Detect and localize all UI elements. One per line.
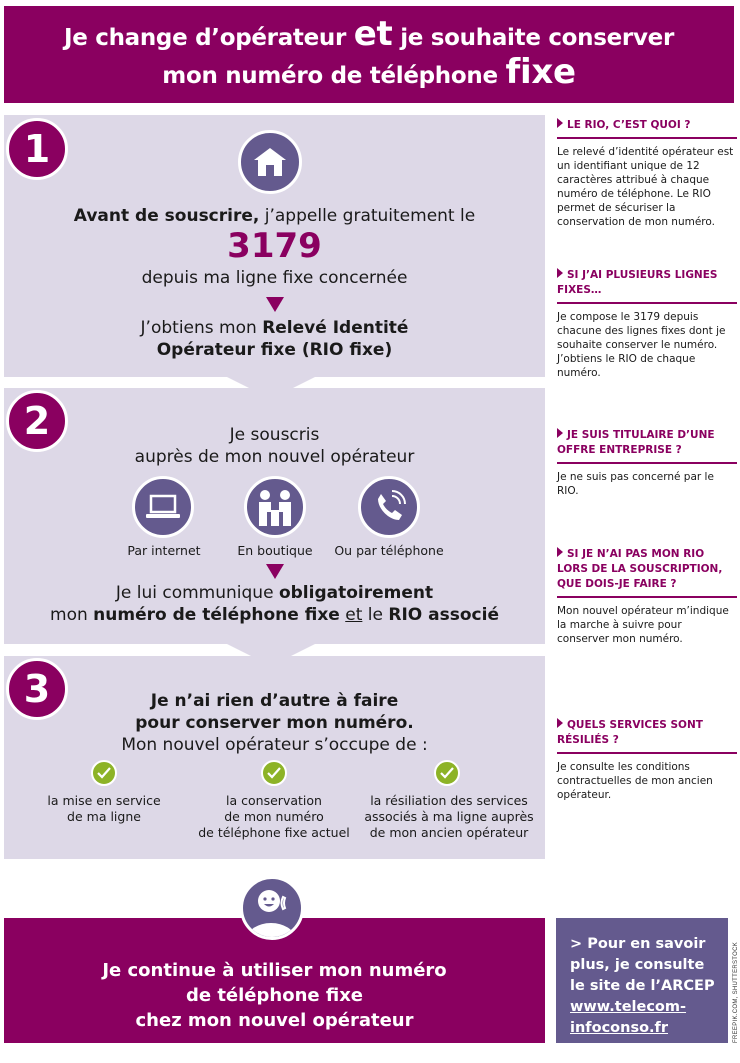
faq-question: SI JE N’AI PAS MON RIO LORS DE LA SOUSCRIPTION, QUE DOIS-JE FAIRE ? [557, 547, 737, 598]
step-1-result: J’obtiens mon Relevé Identité Opérateur fixe (RIO fixe) [140, 318, 409, 360]
faq-multiple-lines [557, 268, 737, 380]
faq-answer: Je consulte les conditions contractuelles de mon ancien opérateur. [557, 761, 713, 801]
arcep-link[interactable]: www.telecom- infoconso.fr [570, 999, 687, 1036]
faq-question: QUELS SERVICES SONT RÉSILIÉS ? [557, 718, 737, 754]
faq-answer: Je ne suis pas concerné par le RIO. [557, 471, 714, 497]
step-number-badge: 1 [6, 118, 68, 180]
faq-answer: Je compose le 3179 depuis chacune des lignes fixes dont je souhaite conserver le numéro. J’obtiens le RIO de chaque numéro. [557, 311, 726, 379]
arrow-down-icon [266, 564, 284, 579]
faq-terminated-services [557, 718, 737, 802]
house-icon [238, 130, 302, 194]
faq-business-offer [557, 428, 737, 498]
triangle-right-icon [557, 268, 563, 278]
service-item-termination: la résiliation des services associés à ma ligne auprès de mon ancien opérateur [364, 793, 534, 840]
channel-label-internet: Par internet [127, 543, 201, 558]
service-item-conservation: la conservation de mon numéro de téléphone fixe actuel [198, 793, 350, 840]
faq-question: JE SUIS TITULAIRE D’UNE OFFRE ENTREPRISE ? [557, 428, 737, 464]
faq-question: LE RIO, C’EST QUOI ? [557, 118, 737, 139]
footer-conclusion: Je continue à utiliser mon numéro de téléphone fixe chez mon nouvel opérateur [4, 918, 545, 1043]
faq-rio-definition [557, 118, 737, 229]
faq-no-rio [557, 547, 737, 646]
triangle-right-icon [557, 118, 563, 128]
step-2-line1: Je souscris [229, 425, 320, 445]
step-1-intro: Avant de souscrire, j’appelle gratuitement le [73, 206, 476, 226]
service-item-activation: la mise en service de ma ligne [47, 793, 161, 824]
step-2-line2: auprès de mon nouvel opérateur [134, 447, 415, 467]
page-header [4, 6, 734, 103]
triangle-right-icon [557, 547, 563, 557]
step-3-heading: Je n’ai rien d’autre à faire pour conserver mon numéro. Mon nouvel opérateur s’occupe de : [121, 691, 428, 755]
step-2-result: Je lui communique obligatoirement mon numéro de téléphone fixe et le RIO associé [50, 583, 499, 625]
faq-answer: Le relevé d’identité opérateur est un identifiant unique de 12 caractères attribué à chaque numéro de téléphone. Le RIO permet de sécuriser la conservation de mon numéro. [557, 146, 734, 228]
more-info-box: > Pour en savoir plus, je consulte le site de l’ARCEP www.telecom- infoconso.fr [556, 918, 728, 1043]
handshake-icon [244, 476, 306, 538]
title-line-2: mon numéro de téléphone fixe [162, 51, 576, 92]
channel-label-boutique: En boutique [237, 543, 313, 558]
arrow-down-icon [266, 297, 284, 312]
image-credit: FREEPIK.COM, SHUTTERSTOCK [733, 941, 739, 1043]
faq-question: SI J’AI PLUSIEURS LIGNES FIXES… [557, 268, 737, 304]
check-icon [261, 760, 287, 786]
check-icon [434, 760, 460, 786]
triangle-right-icon [557, 428, 563, 438]
step-number-badge: 3 [6, 658, 68, 720]
channel-label-telephone: Ou par téléphone [334, 543, 444, 558]
step-3-panel [4, 656, 545, 859]
title-line-1: Je change d’opérateur et je souhaite conserver [63, 13, 675, 54]
triangle-right-icon [557, 718, 563, 728]
step-number-badge: 2 [6, 390, 68, 452]
step-2-panel [4, 388, 545, 644]
check-icon [91, 760, 117, 786]
step-1-line2: depuis ma ligne fixe concernée [141, 268, 408, 288]
phone-number-3179: 3179 [227, 226, 322, 266]
step-1-panel [4, 115, 545, 377]
faq-answer: Mon nouvel opérateur m’indique la marche à suivre pour conserver mon numéro. [557, 605, 729, 645]
laptop-icon [132, 476, 194, 538]
person-phone-icon [240, 876, 304, 940]
phone-icon [358, 476, 420, 538]
